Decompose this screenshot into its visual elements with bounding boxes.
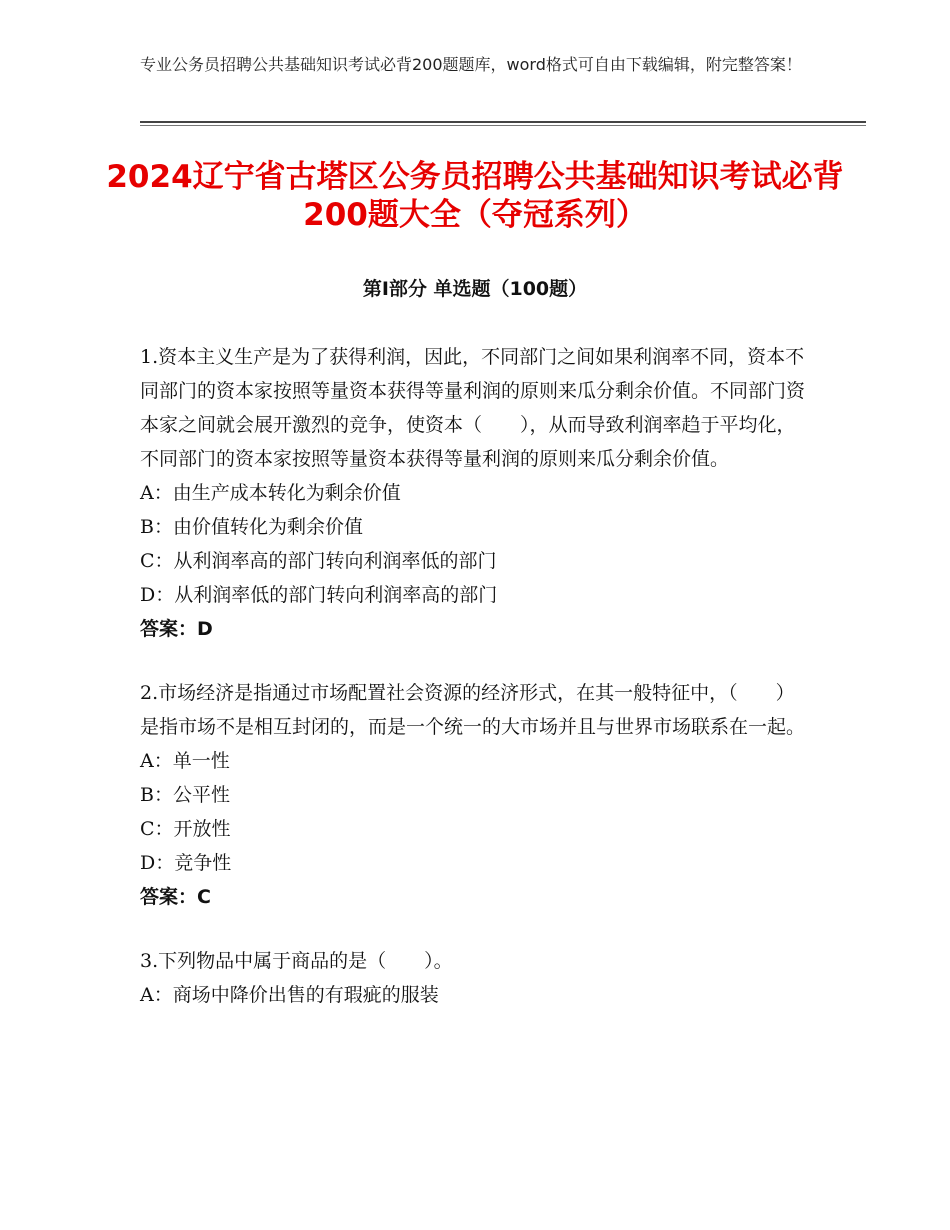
header-divider-thin — [140, 125, 866, 126]
question-list — [140, 340, 805, 1042]
option-a: A：由生产成本转化为剩余价值 — [140, 482, 401, 504]
answer-label: 答案：C — [140, 886, 211, 908]
answer-label: 答案：D — [140, 618, 213, 640]
option-a: A：商场中降价出售的有瑕疵的服装 — [140, 984, 439, 1006]
question-2 — [140, 676, 805, 914]
question-1 — [140, 340, 805, 646]
option-d: D：竞争性 — [140, 852, 232, 874]
option-c: C：从利润率高的部门转向利润率低的部门 — [140, 550, 497, 572]
option-b: B：公平性 — [140, 784, 230, 806]
question-stem: 3.下列物品中属于商品的是（ ）。 — [140, 950, 453, 972]
question-stem: 1.资本主义生产是为了获得利润，因此，不同部门之间如果利润率不同，资本不同部门的资本家按照等量资本获得等量利润的原则来瓜分剩余价值。不同部门资本家之间就会展开激烈的竞争，使资本（ ），从而导致利润率趋于平均化，不同部门的资本家按照等量资本获得等量利润的原则来瓜分剩余价值。 — [140, 346, 806, 470]
option-a: A：单一性 — [140, 750, 230, 772]
question-3 — [140, 944, 805, 1012]
header-note: 专业公务员招聘公共基础知识考试必背200题题库，word格式可自由下载编辑，附完整答案！ — [140, 55, 802, 74]
section-title: 第Ⅰ部分 单选题（100题） — [362, 278, 588, 300]
question-stem: 2.市场经济是指通过市场配置社会资源的经济形式，在其一般特征中，（ ）是指市场不是相互封闭的，而是一个统一的大市场并且与世界市场联系在一起。 — [140, 682, 806, 738]
header-divider — [140, 121, 866, 123]
option-b: B：由价值转化为剩余价值 — [140, 516, 363, 538]
document-title: 2024辽宁省古塔区公务员招聘公共基础知识考试必背200题大全（夺冠系列） — [106, 159, 844, 233]
option-d: D：从利润率低的部门转向利润率高的部门 — [140, 584, 498, 606]
option-c: C：开放性 — [140, 818, 231, 840]
